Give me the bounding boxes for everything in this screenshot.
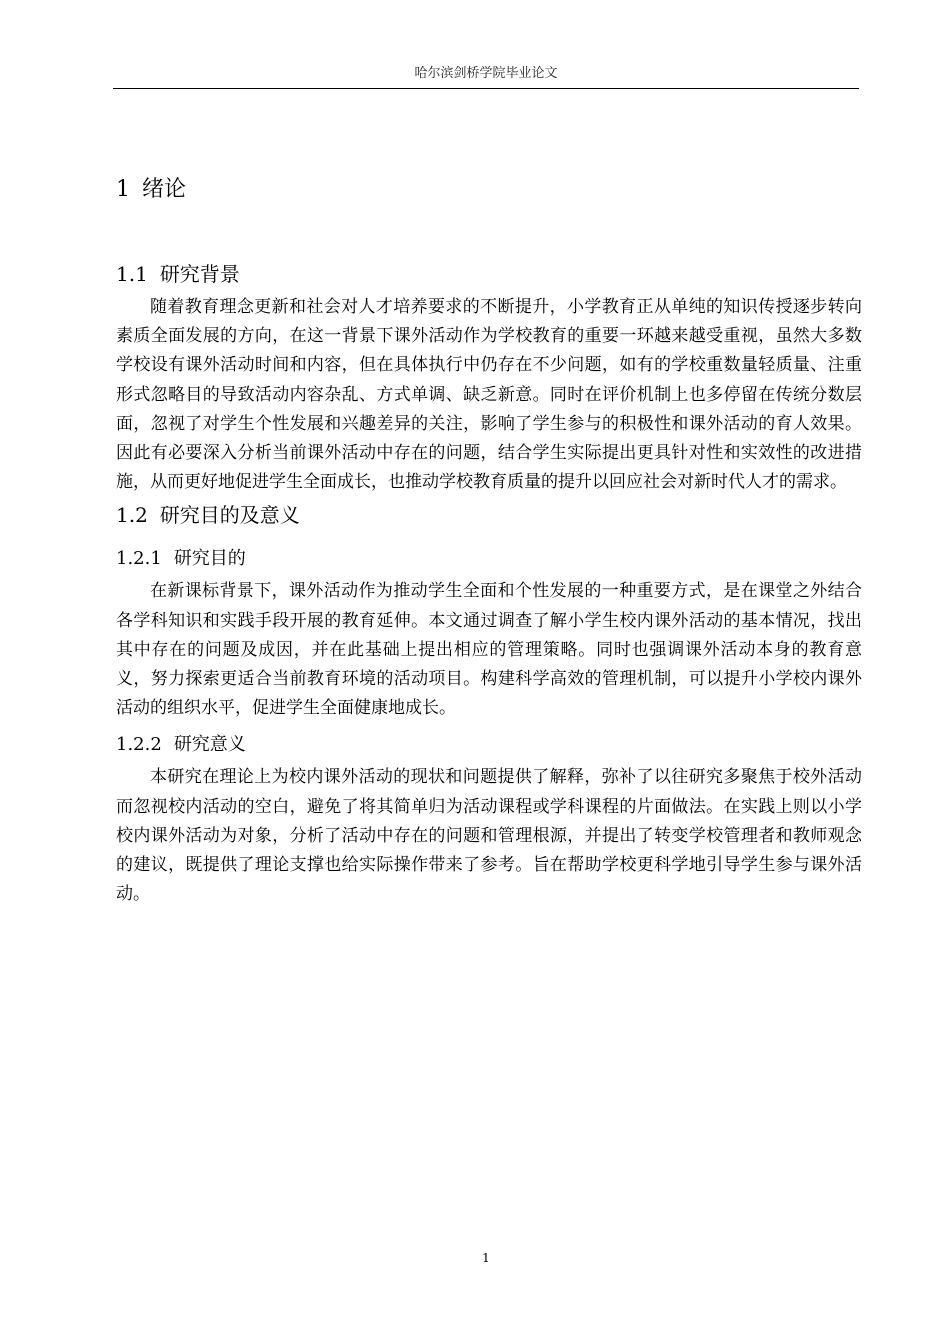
subsection-heading-significance — [116, 729, 862, 761]
section-number: 1.1 — [116, 262, 148, 286]
subsection-number: 1.2.1 — [116, 548, 162, 570]
section-title: 研究目的及意义 — [159, 503, 300, 528]
page-content — [116, 168, 862, 909]
section-heading-purpose-significance — [116, 499, 862, 531]
paragraph-purpose: 在新课标背景下，课外活动作为推动学生全面和个性发展的一种重要方式，是在课堂之外结合各学科知识和实践手段开展的教育延伸。本文通过调查了解小学生校内课外活动的基本情况，找出其中存在的问题及成因，并在此基础上提出相应的管理策略。同时也强调课外活动本身的教育意义，努力探索更适合当前教育环境的活动项目。构建科学高效的管理机制，可以提升小学校内课外活动的组织水平，促进学生全面健康地成长。 — [116, 581, 862, 719]
section-heading-background — [116, 258, 862, 290]
chapter-title: 绪论 — [142, 177, 187, 202]
chapter-number: 1 — [116, 177, 130, 202]
section-number: 1.2 — [116, 503, 148, 528]
paragraph-significance: 本研究在理论上为校内课外活动的现状和问题提供了解释，弥补了以往研究多聚焦于校外活动而忽视校内活动的空白，避免了将其简单归为活动课程或学科课程的片面做法。在实践上则以小学校内课外活动为对象，分析了活动中存在的问题和管理根源，并提出了转变学校管理者和教师观念的建议，既提供了理论支撑也给实际操作带来了参考。旨在帮助学校更科学地引导学生参与课外活动。 — [116, 767, 862, 905]
subsection-title: 研究目的 — [173, 548, 246, 570]
subsection-title: 研究意义 — [173, 734, 246, 756]
paragraph-background: 随着教育理念更新和社会对人才培养要求的不断提升，小学教育正从单纯的知识传授逐步转向素质全面发展的方向，在这一背景下课外活动作为学校教育的重要一环越来越受重视，虽然大多数学校设有课外活动时间和内容，但在具体执行中仍存在不少问题，如有的学校重数量轻质量、注重形式忽略目的导致活动内容杂乱、方式单调、缺乏新意。同时在评价机制上也多停留在传统分数层面，忽视了对学生个性发展和兴趣差异的关注，影响了学生参与的积极性和课外活动的育人效果。因此有必要深入分析当前课外活动中存在的问题，结合学生实际提出更具针对性和实效性的改进措施，从而更好地促进学生全面成长，也推动学校教育质量的提升以回应社会对新时代人才的需求。 — [116, 297, 862, 493]
page-header: 哈尔滨剑桥学院毕业论文 — [414, 66, 558, 81]
subsection-number: 1.2.2 — [116, 734, 162, 756]
section-title: 研究背景 — [159, 262, 240, 286]
subsection-heading-purpose — [116, 543, 862, 575]
page-number: 1 — [482, 1251, 490, 1265]
header-divider — [113, 88, 859, 89]
chapter-heading — [116, 168, 862, 212]
